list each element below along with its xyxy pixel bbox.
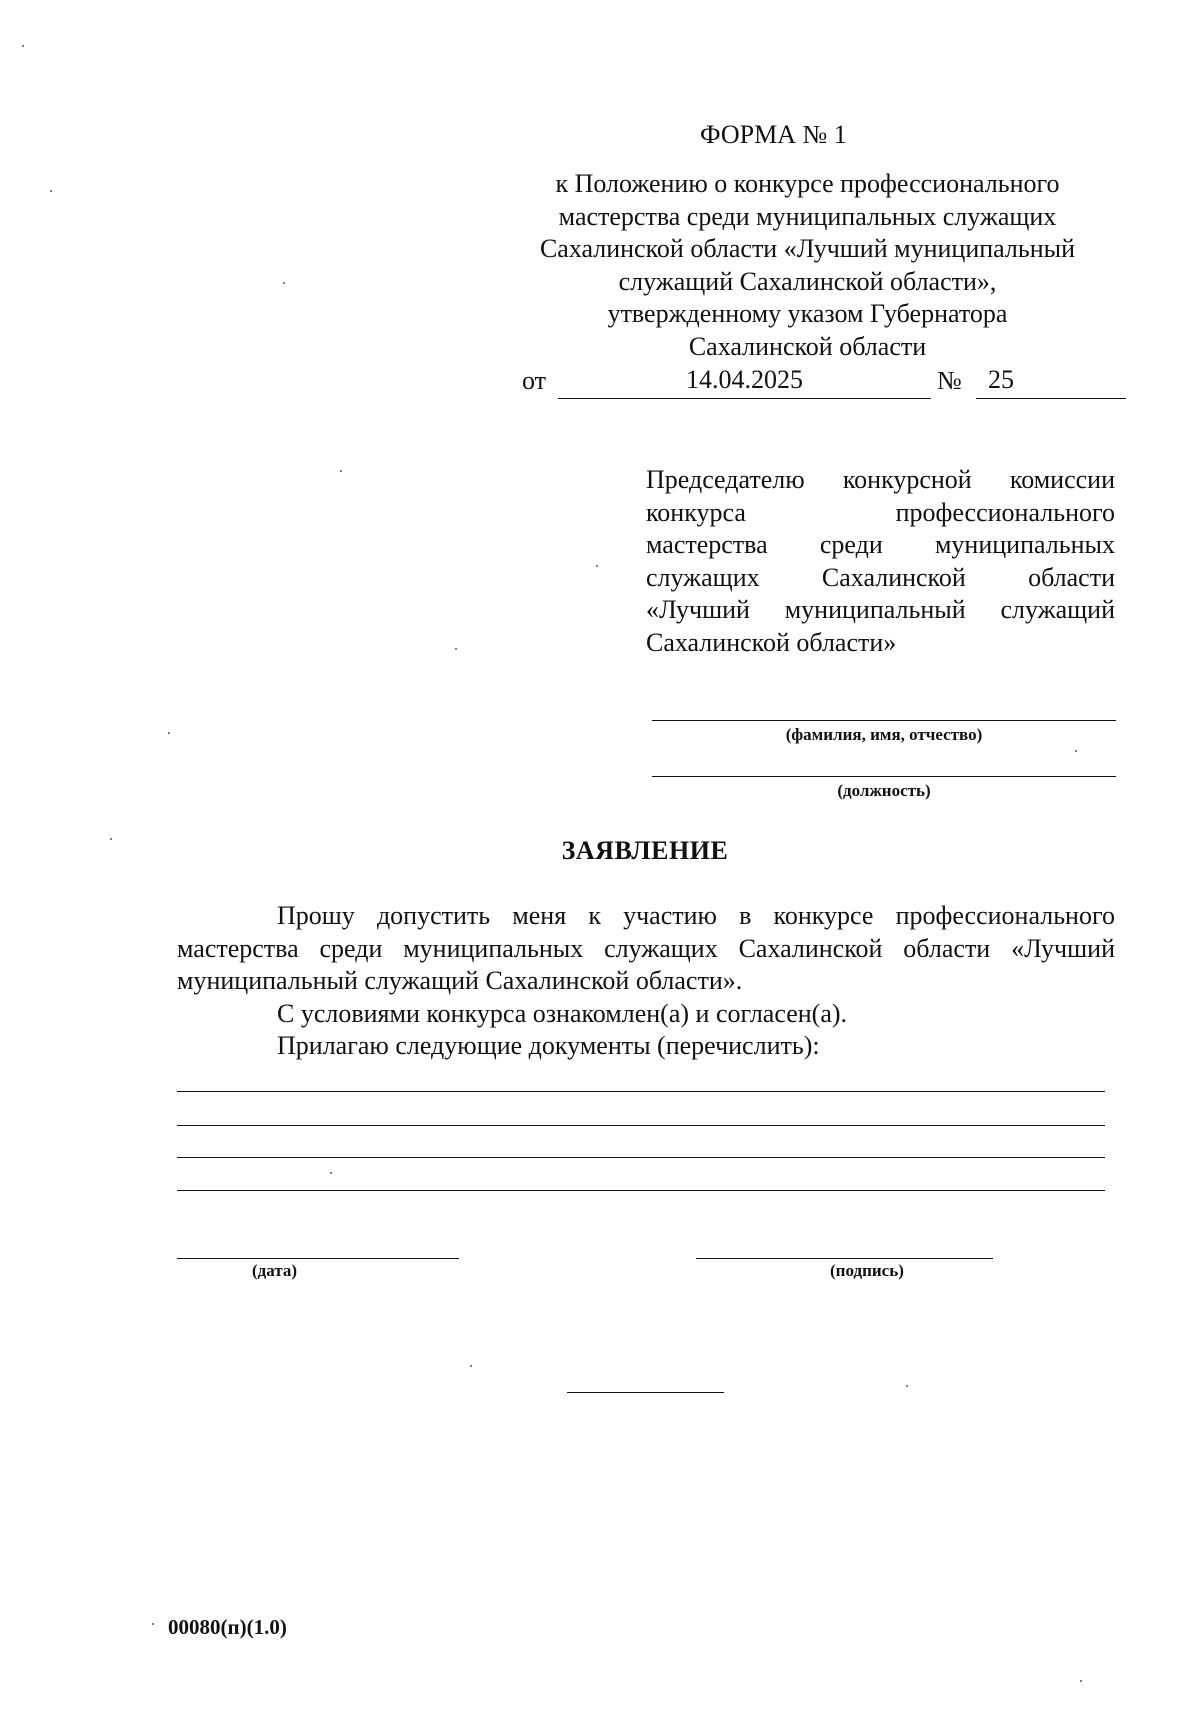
appendix-line: к Положению о конкурсе профессионального [555, 169, 1060, 198]
fio-caption: (фамилия, имя, отчество) [785, 725, 983, 744]
body-line: муниципальный служащий Сахалинской области». [177, 966, 743, 995]
attachment-line[interactable] [177, 1091, 1105, 1092]
attachment-line[interactable] [177, 1157, 1105, 1158]
signature-field-line[interactable] [696, 1258, 993, 1259]
addressee-line: «Лучший муниципальный служащий [646, 595, 1115, 624]
scan-speck [340, 470, 342, 472]
number-label: № [937, 366, 962, 395]
from-label: от [522, 366, 547, 395]
attachments-intro: Прилагаю следующие документы (перечислить): [277, 1031, 820, 1060]
position-field-line[interactable] [652, 776, 1116, 777]
appendix-line: мастерства среди муниципальных служащих [558, 201, 1057, 231]
signature-caption: (подпись) [830, 1261, 904, 1280]
scan-speck [1080, 1680, 1082, 1682]
scan-speck [283, 282, 285, 284]
addressee-line: служащих Сахалинской области [646, 562, 1115, 592]
fio-field-line[interactable] [652, 720, 1116, 721]
body-line: мастерства среди муниципальных служащих Сахалинской области «Лучший [177, 933, 1115, 963]
appendix-reference [505, 168, 1110, 363]
scan-speck [455, 648, 457, 650]
scan-speck [152, 1623, 154, 1625]
decree-date-underline [558, 398, 931, 399]
date-caption: (дата) [252, 1261, 298, 1280]
appendix-line: служащий Сахалинской области», [618, 266, 997, 296]
addressee-line: Сахалинской области» [646, 627, 897, 657]
addressee-block [646, 464, 1115, 659]
scan-speck [906, 1385, 908, 1387]
addressee-line: мастерства среди муниципальных [646, 530, 1115, 559]
scan-speck [110, 838, 112, 840]
appendix-line: Сахалинской области [688, 331, 927, 361]
form-title: ФОРМА № 1 [700, 120, 847, 149]
addressee-line: Председателю конкурсной комиссии [646, 465, 1115, 494]
position-caption: (должность) [837, 781, 931, 800]
decree-number-underline [976, 398, 1126, 399]
application-body [177, 900, 1115, 1063]
scan-speck [470, 1365, 472, 1367]
appendix-line: утвержденному указом Губернатора [607, 299, 1008, 328]
appendix-line: Сахалинской области «Лучший муниципальный [539, 234, 1076, 263]
attachment-line[interactable] [177, 1190, 1105, 1191]
decree-date: 14.04.2025 [686, 365, 803, 394]
form-code: 00080(п)(1.0) [168, 1615, 287, 1639]
body-line: Прошу допустить меня к участию в конкурсе профессионального [277, 901, 1115, 930]
date-field-line[interactable] [177, 1258, 459, 1259]
scan-speck [596, 565, 598, 567]
scan-speck [50, 190, 52, 192]
decree-number: 25 [988, 365, 1014, 394]
scan-speck [168, 732, 170, 734]
scan-speck [22, 45, 24, 47]
separator-line [567, 1392, 724, 1393]
addressee-line: конкурса профессионального [646, 497, 1115, 527]
document-heading: ЗАЯВЛЕНИЕ [561, 836, 729, 865]
attachment-line[interactable] [177, 1125, 1105, 1126]
scan-speck [1075, 750, 1077, 752]
consent-line: С условиями конкурса ознакомлен(а) и согласен(а). [277, 998, 848, 1028]
scan-speck [330, 1172, 332, 1174]
